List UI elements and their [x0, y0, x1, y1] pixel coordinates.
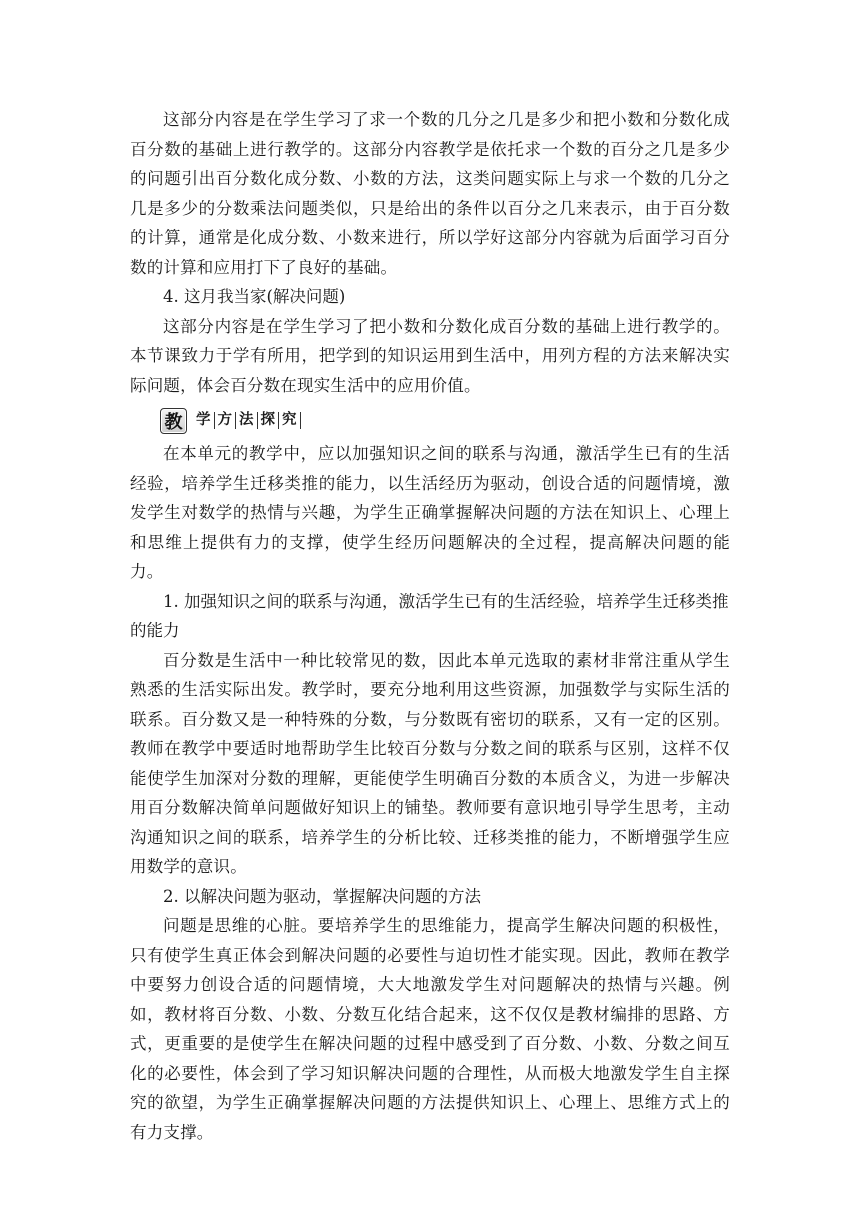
document-body [130, 105, 730, 1147]
section-title-char: 方 [215, 412, 237, 429]
subheading-4: 4. 这月我当家(解决问题) [163, 287, 346, 306]
paragraph-percent-intro: 百分数是生活中一种比较常见的数，因此本单元选取的素材非常注重从学生熟悉的生活实际出发。教学时，要充分地利用这些资源，加强数学与实际生活的联系。百分数又是一种特殊的分数，与分数既有密切的联系，又有一定的区别。教师在教学中要适时地帮助学生比较百分数与分数之间的联系与区别，这样不仅能使学生加深对分数的理解，更能使学生明确百分数的本质含义，为进一步解决用百分数解决简单问题做好知识上的铺垫。教师要有意识地引导学生思考，主动沟通知识之间的联系，培养学生的分析比较、迁移类推的能力，不断增强学生应用数学的意识。 [130, 650, 730, 876]
section-title-char: 法 [236, 412, 258, 429]
section-title-char: 探 [258, 412, 280, 429]
paragraph-intro: 这部分内容是在学生学习了求一个数的几分之几是多少和把小数和分数化成百分数的基础上进行教学的。这部分内容教学是依托求一个数的百分之几是多少的问题引出百分数化成分数、小数的方法，这类问题实际上与求一个数的几分之几是多少的分数乘法问题类似，只是给出的条件以百分之几来表示，由于百分数的计算，通常是化成分数、小数来进行，所以学好这部分内容就为后面学习百分数的计算和应用打下了良好的基础。 [130, 110, 730, 277]
paragraph-problem-solving: 问题是思维的心脏。要培养学生的思维能力，提高学生解决问题的积极性，只有使学生真正体会到解决问题的必要性与迫切性才能实现。因此，教师在教学中要努力创设合适的问题情境，大大地激发学生对问题解决的热情与兴趣。例如，教材将百分数、小数、分数互化结合起来，这不仅仅是教材编排的思路、方式，更重要的是使学生在解决问题的过程中感受到了百分数、小数、分数之间互化的必要性，体会到了学习知识解决问题的合理性，从而极大地激发学生自主探究的欲望，为学生正确掌握解决问题的方法提供知识上、心理上、思维方式上的有力支撑。 [130, 916, 730, 1142]
subheading-2: 2. 以解决问题为驱动，掌握解决问题的方法 [163, 886, 481, 906]
paragraph-budget: 这部分内容是在学生学习了把小数和分数化成百分数的基础上进行教学的。本节课致力于学有所用，把学到的知识运用到生活中，用列方程的方法来解决实际问题，体会百分数在现实生活中的应用价值。 [130, 316, 730, 395]
section-title-char: 学 [193, 412, 215, 429]
section-badge-icon: 教 [160, 408, 187, 434]
section-heading-teaching-methods [160, 404, 730, 437]
paragraph-unit-teaching: 在本单元的教学中，应以加强知识之间的联系与沟通，激活学生已有的生活经验，培养学生迁移类推的能力，以生活经历为驱动，创设合适的问题情境，激发学生对数学的热情与兴趣，为学生正确掌握解决问题的方法在知识上、心理上和思维上提供有力的支撑，使学生经历问题解决的全过程，提高解决问题的能力。 [130, 444, 730, 581]
section-title-char: 究 [279, 412, 301, 429]
subheading-1: 1. 加强知识之间的联系与沟通，激活学生已有的生活经验，培养学生迁移类推的能力 [130, 591, 729, 640]
section-title [193, 412, 301, 429]
